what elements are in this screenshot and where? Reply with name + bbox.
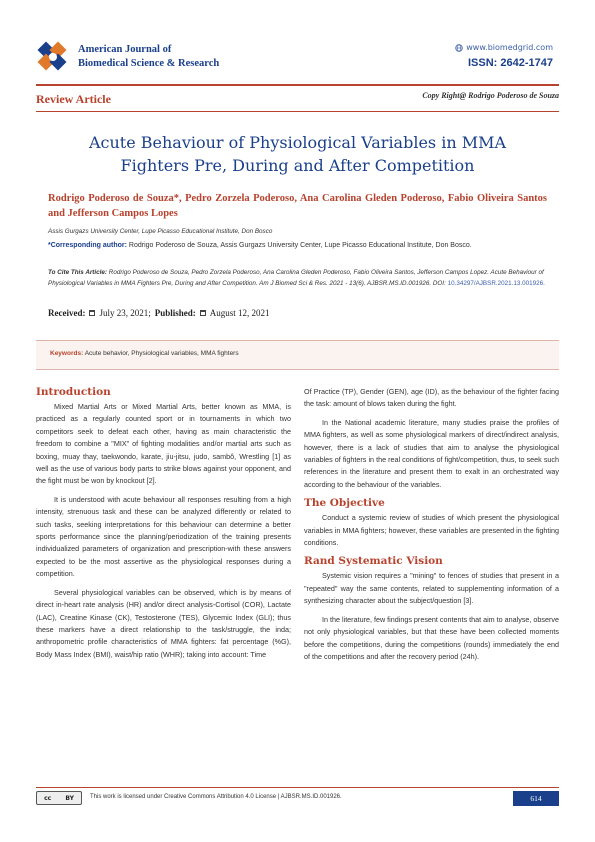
authors: Rodrigo Poderoso de Souza*, Pedro Zorzela Poderoso, Ana Carolina Gleden Poderoso, Fabio Oliveira Santos and Jefferson Campos Lopes [48, 193, 547, 219]
right-column [304, 386, 559, 669]
page-number: 614 [513, 791, 559, 806]
article-title [60, 131, 535, 177]
creative-commons-badge[interactable] [36, 791, 82, 805]
license-text: This work is licensed under Creative Commons Attribution 4.0 License | AJBSR.MS.ID.001926. [90, 794, 342, 800]
keywords-label: Keywords: [50, 350, 84, 357]
article-type: Review Article [36, 92, 111, 106]
website-link[interactable] [455, 43, 553, 52]
calendar-icon [89, 310, 95, 316]
article-title-line2: Fighters Pre, During and After Competition [120, 156, 475, 175]
website-text: www.biomedgrid.com [466, 43, 553, 52]
published-label: Published: [154, 308, 196, 318]
copyright: Copy Right@ Rodrigo Poderoso de Souza [422, 91, 559, 100]
citation-label: To Cite This Article: [48, 269, 108, 276]
article-title-line1: Acute Behaviour of Physiological Variables in MMA [88, 133, 507, 152]
journal-name-line1: American Journal of [78, 44, 172, 55]
journal-name-line2: Biomedical Science & Research [78, 58, 220, 69]
left-column [36, 386, 291, 667]
paragraph: Mixed Martial Arts or Mixed Martial Arts, better known as MMA, is practiced as a regularly counted sport or in tournaments in which two competitors seek to defeat each other, having as main characteristic the freedom to combine a "MIX" of fighting modalities and/or martial arts such as boxing, muay thay, taekwondo, karate, jiu-jitsu, judo, sambô, Wrestling [1] as well as the use of various body parts to strike blows against your opponent, and the fight must be won by knockout [2]. [36, 402, 291, 486]
paragraph: Several physiological variables can be observed, which is by means of direct in-heart rate analysis (HR) and/or direct analysis-Cortisol (COR), Lactate (LAC), Creatine Kinase (CK), Testosterone (TES), Glycemic Index (GLI); thus these markers have a direct relationship to the task/struggle, the inda; anthropometric profile characteristics of MMA fighters: fat percentage (%G), Body Mass Index (BMI), waist/hip ratio (WHR); taking into account: Time [36, 587, 291, 659]
received-date: July 23, 2021; [99, 308, 151, 318]
by-icon: BY [65, 794, 74, 802]
section-heading-introduction: Introduction [36, 386, 111, 398]
header-divider [36, 84, 559, 86]
citation [48, 268, 547, 289]
subheader-divider [36, 111, 559, 112]
journal-name [78, 43, 219, 71]
section-heading-objective: The Objective [304, 497, 385, 510]
received-label: Received: [48, 308, 86, 318]
journal-logo-icon [36, 40, 70, 74]
paragraph: Of Practice (TP), Gender (GEN), age (ID), as the behaviour of the fighter facing the task: amount of blows taken during the fight. [304, 387, 559, 409]
issn: ISSN: 2642-1747 [468, 57, 553, 69]
paragraph: In the National academic literature, many studies praise the profiles of MMA fighters, as well as some physiological markers of direct/indirect analysis, however, there is a lack of studies that aim to analyse the physiological variables of fighters in the real conditions of fight/competition, thus, to seek such references in the literature and present them to exalt in an orchestrated way according to the behaviour of the variables. [304, 417, 559, 489]
published-date: August 12, 2021 [209, 308, 270, 318]
affiliation: Assis Gurgazs University Center, Lupe Picasso Educational Institute, Don Bosco [48, 228, 273, 235]
section-heading-vision: Rand Systematic Vision [304, 555, 443, 568]
citation-text: Rodrigo Poderoso de Souza, Pedro Zorzela Poderoso, Ana Carolina Gleden Poderoso, Fabio Oliveira Santos, Jefferson Campos Lopez. Acute Behaviour of Physiological Variables in MMA Fighters Pre, During and After Competition. Am J Biomed Sci & Res. 2021 - 13(6). AJBSR.MS.ID.001926. DOI: [48, 269, 544, 287]
globe-icon [455, 44, 463, 52]
footer-divider [36, 787, 559, 788]
keywords-text: Acute behavior, Physiological variables, MMA fighters [84, 350, 239, 357]
doi-link[interactable]: 10.34297/AJBSR.2021.13.001926. [447, 279, 545, 287]
paragraph: Systemic vision requires a "mining" to fences of studies that present in a "repeated" way the same contents, related to supplementing information of a synthesizing character about the subject/question [3]. [304, 571, 559, 606]
dates [48, 308, 270, 318]
calendar-icon [200, 310, 206, 316]
keywords [50, 350, 239, 357]
paragraph: It is understood with acute behaviour all responses resulting from a high intensity, strenuous task and these can be analyzed differently or related to such tasks, seeking interpretations for this behaviour can determine a better sports performance since the planning/periodization of the training presents individualized parameters of organization and prescription-with these answers expected to be the most assertive as the physiological responses during a competition. [36, 494, 291, 579]
paragraph: Conduct a systemic review of studies of which present the physiological variables in MMA fighters; however, these variables are presented in the fighting conditions. [304, 513, 559, 548]
corresponding-label: *Corresponding author: [48, 242, 127, 249]
cc-icon: cc [44, 794, 52, 802]
corresponding-text: Rodrigo Poderoso de Souza, Assis Gurgazs University Center, Lupe Picasso Educational Institute, Don Bosco. [128, 242, 472, 249]
corresponding-author [48, 240, 547, 251]
paragraph: In the literature, few findings present contents that aim to analyse, observe not only physiological variables, but that these have been collected moments before the competitions, during the competitions (rounds) immediately the end of the competitions and after the recovery period (24h). [304, 614, 559, 661]
